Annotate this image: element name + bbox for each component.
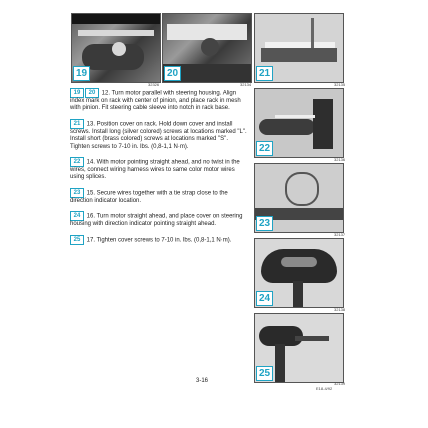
step-text: 17. Tighten cover screws to 7-10 in. lbs. (0,8-1,1 N·m). <box>86 237 232 244</box>
step-text: 16. Turn motor straight ahead, and place cover on steering housing with direction indicator pointing straight ahead. <box>70 213 243 228</box>
figure-19-photo <box>71 13 161 83</box>
figure-21-code: 32135 <box>334 82 346 87</box>
figure-20-code: 32134 <box>240 82 252 87</box>
figure-20-photo <box>162 13 252 83</box>
figure-21-number: 21 <box>256 66 273 81</box>
figure-21-photo <box>254 13 344 83</box>
step-17 <box>70 235 248 245</box>
step-text: 13. Position cover on rack. Hold down cover and install screws. Install long (silver colored) screws at locations marked "L". Install short (brass colored) screws at locations marked "S". Tighten screws to 7-10 in. lbs. (0,8-1,1 N·m). <box>70 121 247 150</box>
figure-23-photo <box>254 163 344 233</box>
step-14 <box>70 157 248 182</box>
figure-24-photo <box>254 238 344 308</box>
page-number: 3-16 <box>196 378 209 384</box>
document-code: E18-4/92 <box>316 386 333 391</box>
figure-23-code: 32137 <box>334 232 346 237</box>
instruction-text <box>70 88 248 251</box>
figure-20-number: 20 <box>164 66 181 81</box>
step-badge: 23 <box>70 188 84 198</box>
step-16 <box>70 211 248 228</box>
step-15 <box>70 188 248 205</box>
figure-22-photo <box>254 88 344 158</box>
step-badge: 24 <box>70 211 84 221</box>
step-badge: 25 <box>70 235 84 245</box>
figure-22-number: 22 <box>256 141 273 156</box>
figure-23-number: 23 <box>256 216 273 231</box>
figure-24-code: 32138 <box>334 307 346 312</box>
figure-19-number: 19 <box>73 66 90 81</box>
step-badge: 22 <box>70 157 84 167</box>
figure-22-code: 32136 <box>334 157 346 162</box>
step-text: 14. With motor pointing straight ahead, and no twist in the wires, connect wiring harness wires to same color motor wires using splices. <box>70 159 240 181</box>
step-13 <box>70 119 248 151</box>
figure-25-photo <box>254 313 344 383</box>
step-12 <box>70 88 248 113</box>
figure-25-code: 32139 <box>334 381 346 386</box>
figure-24-number: 24 <box>256 291 273 306</box>
step-text: 15. Secure wires together with a tie strap close to the direction indicator location. <box>70 190 228 204</box>
step-text: 12. Turn motor parallel with steering housing. Align index mark on rack with center of pinion, and place rack in mesh with pinion. Fit steering cable sleeve into notch in rack base. <box>70 90 241 112</box>
figure-25-number: 25 <box>256 366 273 381</box>
figure-19-code: 32326 <box>148 82 160 87</box>
step-badge: 19 <box>70 88 84 98</box>
step-badge: 21 <box>70 119 84 129</box>
step-badge: 20 <box>85 88 99 98</box>
